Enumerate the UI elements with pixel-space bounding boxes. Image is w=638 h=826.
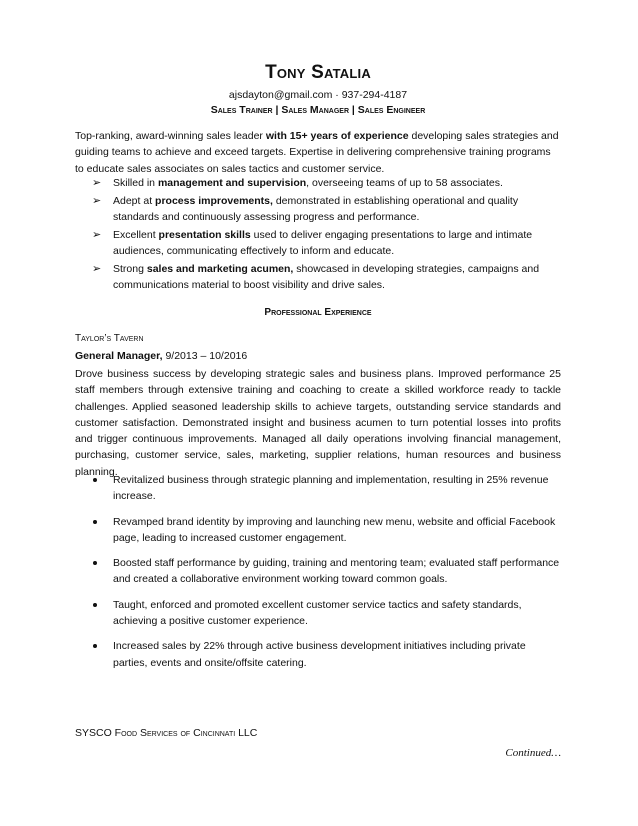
company-name: Taylor’s Tavern <box>75 333 144 344</box>
highlight-pre: Strong <box>113 262 147 275</box>
job-dates: 9/2013 – 10/2016 <box>162 350 248 362</box>
continued-note: Continued… <box>505 747 561 759</box>
achievement-text: Increased sales by 22% through active business development initiatives including private parties, events and onsite/offsite catering. <box>113 640 526 669</box>
arrow-bullet-icon: ➢ <box>92 228 102 241</box>
achievement-text: Revitalized business through strategic planning and implementation, resulting in 25% revenue increase. <box>113 474 549 503</box>
achievements-list <box>75 472 561 680</box>
bullet-dot-icon <box>93 644 97 648</box>
highlights-list <box>75 175 561 295</box>
highlight-bold: process improvements, <box>155 194 273 207</box>
summary-pre: Top-ranking, award-winning sales leader <box>75 130 266 142</box>
highlight-post: showcased in developing strategies, campaigns and communications material to boost visibility and drive sales. <box>113 262 540 292</box>
bullet-dot-icon <box>93 603 97 607</box>
highlight-post: used to deliver engaging presentations to large and intimate audiences, communicating effectively to inform and educate. <box>113 228 533 258</box>
job-line <box>75 350 247 362</box>
highlight-pre: Adept at <box>113 194 156 207</box>
highlight-bold: sales and marketing acumen, <box>146 262 294 275</box>
highlight-post: , overseeing teams of up to 58 associates. <box>306 177 503 189</box>
next-company-name: SYSCO Food Services of Cincinnati LLC <box>75 727 258 739</box>
section-heading: Professional Experience <box>264 307 372 318</box>
summary-bold: with 15+ years of experience <box>265 130 409 142</box>
achievement-item <box>75 638 561 671</box>
highlight-item <box>75 193 561 226</box>
arrow-bullet-icon: ➢ <box>92 177 102 189</box>
job-title: General Manager, <box>75 350 163 362</box>
summary-paragraph <box>75 128 561 177</box>
summary-post: developing sales strategies and guiding teams to achieve and exceed targets. Expertise in delivering comprehensive training programs to educate sales associates on sales tactics and customer service. <box>75 130 559 175</box>
arrow-bullet-icon: ➢ <box>92 194 102 207</box>
highlight-item <box>75 261 561 294</box>
highlight-post: demonstrated in establishing operational and quality standards and continuously assessing progress and performance. <box>113 194 519 224</box>
achievement-text: Taught, enforced and promoted excellent customer service tactics and safety standards, achieving a positive customer experience. <box>113 598 522 628</box>
candidate-name: Tony Satalia <box>265 62 371 83</box>
achievement-item <box>75 555 561 588</box>
bullet-dot-icon <box>93 561 97 565</box>
achievement-text: Boosted staff performance by guiding, training and mentoring team; evaluated staff performance and created a collaborative environment working toward common goals. <box>113 557 560 586</box>
achievement-text: Revamped brand identity by improving and launching new menu, website and official Facebook page, leading to increased customer engagement. <box>113 515 556 544</box>
highlight-item <box>75 175 561 191</box>
bullet-dot-icon <box>93 520 97 524</box>
job-titles: Sales Trainer | Sales Manager | Sales Engineer <box>210 104 426 116</box>
achievement-item <box>75 597 561 630</box>
contact-line: ajsdayton@gmail.com · 937-294-4187 <box>228 89 408 101</box>
bullet-dot-icon <box>93 478 97 482</box>
highlight-item <box>75 227 561 260</box>
job-description: Drove business success by developing strategic sales and business plans. Improved performance 25 staff members through extensive training and coaching to create a skilled workforce ready to tackle challenges. Applied seasoned leadership skills to achieve targets, outstanding service standards and customer satisfaction. Demonstrated insight and business acumen to turn potential losses into profits and trigger continuous improvements. Managed all daily operations involving financial management, purchasing, customer service, sales, marketing, supplier relations, human resources and business planning. <box>75 368 561 478</box>
highlight-bold: presentation skills <box>158 228 251 241</box>
achievement-item <box>75 472 561 505</box>
highlight-bold: management and supervision <box>157 177 307 189</box>
highlight-pre: Skilled in <box>113 177 158 189</box>
highlight-pre: Excellent <box>113 228 159 241</box>
arrow-bullet-icon: ➢ <box>92 262 102 275</box>
achievement-item <box>75 514 561 547</box>
